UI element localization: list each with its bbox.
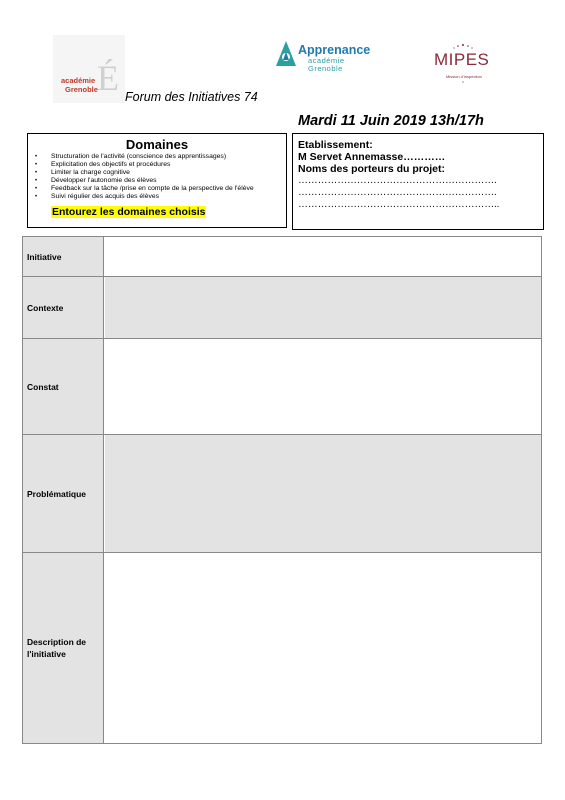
mipes-logo xyxy=(428,40,498,92)
table-row xyxy=(23,338,541,434)
domaine-label: Développer l'autonomie des élèves xyxy=(51,177,157,185)
letter-e-mark: É xyxy=(97,58,119,98)
apprenance-logo xyxy=(275,38,370,78)
academie-logo-graphic xyxy=(53,35,125,103)
row-field-constat[interactable] xyxy=(105,339,541,434)
mipes-title: MIPES xyxy=(434,50,490,69)
table-row xyxy=(23,552,541,743)
row-field-problematique[interactable] xyxy=(105,435,541,552)
domaine-item xyxy=(35,185,286,193)
table-row xyxy=(23,237,541,276)
row-label-initiative: Initiative xyxy=(23,237,104,276)
bullet-icon: • xyxy=(35,186,38,193)
bullet-icon: • xyxy=(35,170,38,177)
porteurs-line[interactable]: …………………………………………………….. xyxy=(298,199,500,210)
domaine-label: Explicitation des objectifs et procédures xyxy=(51,161,171,169)
bullet-icon: • xyxy=(35,154,38,160)
etablissement-box xyxy=(292,133,544,230)
row-label-description: Description de l'initiative xyxy=(23,553,104,743)
domaine-item xyxy=(35,169,286,177)
domaines-instruction: Entourez les domaines choisis xyxy=(52,205,206,218)
academie-grenoble-logo xyxy=(53,35,125,103)
academie-text: académie xyxy=(61,76,96,85)
etablissement-value[interactable]: M Servet Annemasse………… xyxy=(298,151,446,163)
apprenance-sub-grenoble: Grenoble xyxy=(308,64,343,73)
bullet-icon: • xyxy=(35,162,38,169)
initiative-form-table xyxy=(22,236,542,744)
row-label-contexte: Contexte xyxy=(23,277,104,338)
table-row xyxy=(23,276,541,338)
row-label-problematique: Problématique xyxy=(23,435,104,552)
domaine-label: Structuration de l'activité (conscience des apprentissages) xyxy=(51,153,227,160)
row-field-initiative[interactable] xyxy=(105,237,541,276)
porteurs-line[interactable]: ……………………………………………………. xyxy=(298,175,497,186)
apprenance-sub-academie: académie xyxy=(308,56,345,65)
bullet-icon: • xyxy=(35,178,38,185)
porteurs-line[interactable]: ……………………………………………………. xyxy=(298,187,497,198)
grenoble-text: Grenoble xyxy=(65,85,98,94)
apprenance-subtitle xyxy=(308,57,345,73)
row-field-contexte[interactable] xyxy=(105,277,541,338)
row-label-constat: Constat xyxy=(23,339,104,434)
domaine-label: Suivi régulier des acquis des élèves xyxy=(51,193,160,201)
domaines-list xyxy=(28,153,286,202)
etablissement-label: Etablissement: xyxy=(298,139,373,151)
domaine-item xyxy=(35,153,286,161)
porteurs-label: Noms des porteurs du projet: xyxy=(298,163,446,175)
event-date: Mardi 11 Juin 2019 13h/17h xyxy=(298,113,484,129)
domaines-box xyxy=(27,133,287,228)
forum-title: Forum des Initiatives 74 xyxy=(125,90,258,104)
row-field-description[interactable] xyxy=(105,553,541,743)
domaine-item xyxy=(35,193,286,201)
mipes-subtitle: Mission d'Inspection xyxy=(446,74,482,79)
table-row xyxy=(23,434,541,552)
domaine-item xyxy=(35,161,286,169)
bullet-icon: • xyxy=(35,194,38,201)
domaine-label: Feedback sur la tâche /prise en compte de la perspective de l'élève xyxy=(51,185,254,193)
domaine-item xyxy=(35,177,286,185)
domaine-label: Limiter la charge cognitive xyxy=(51,169,130,177)
apprenance-triangle-icon xyxy=(275,40,297,68)
apprenance-title: Apprenance xyxy=(298,43,371,57)
domaines-title: Domaines xyxy=(125,137,189,152)
